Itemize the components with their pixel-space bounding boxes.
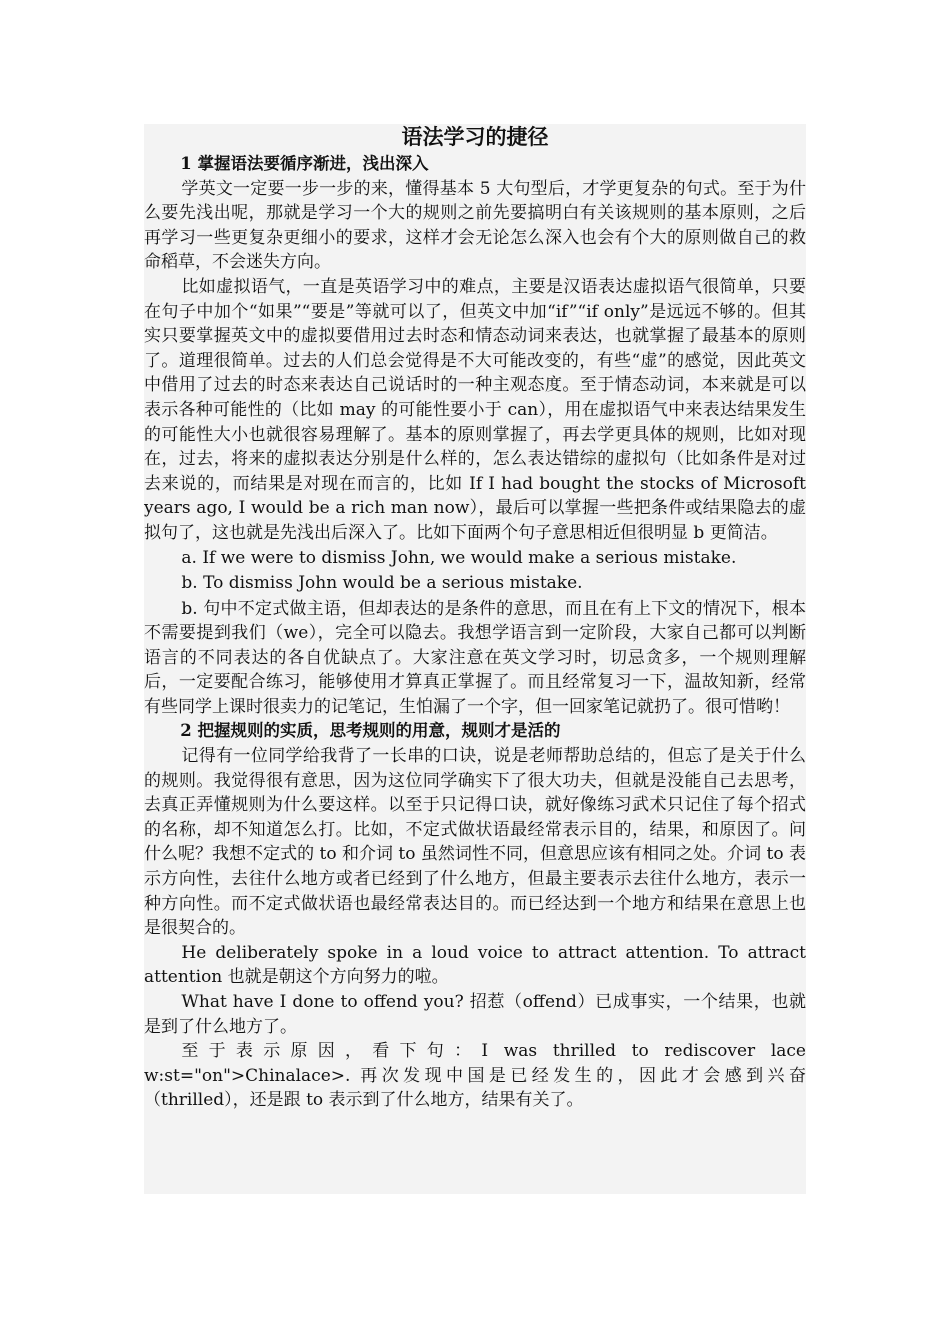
example-sentence-a: a. If we were to dismiss John, we would make a serious mistake.: [181, 547, 737, 568]
paragraph: 学英文一定要一步一步的来，懂得基本 5 大句型后，才学更复杂的句式。至于为什么要先浅出呢，那就是学习一个大的规则之前先要搞明白有关该规则的基本原则，之后再学习一些更复杂更细小的要求，这样才会无论怎么深入也会有个大的原则做自己的救命稻草，不会迷失方向。: [144, 178, 806, 273]
paragraph: What have I done to offend you? 招惹（offend）已成事实，一个结果，也就是到了什么地方了。: [144, 992, 806, 1037]
section-heading-1: 1 掌握语法要循序渐进，浅出深入: [180, 154, 429, 173]
paragraph: 比如虚拟语气，一直是英语学习中的难点，主要是汉语表达虚拟语气很简单，只要在句子中加个“如果”“要是”等就可以了，但英文中加“if”“if only”是远远不够的。但其实只要掌握英文中的虚拟要借用过去时态和情态动词来表达，也就掌握了最基本的原则了。道理很简单。过去的人们总会觉得是不大可能改变的，有些“虚”的感觉，因此英文中借用了过去的时态来表达自己说话时的一种主观态度。至于情态动词，本来就是可以表示各种可能性的（比如 may 的可能性要小于 can），用在虚拟语气中来表达结果发生的可能性大小也就很容易理解了。基本的原则掌握了，再去学更具体的规则，比如对现在，过去，将来的虚拟表达分别是什么样的，怎么表达错综的虚拟句（比如条件是对过去来说的，而结果是对现在而言的，比如 If I had bought the stocks of Microsoft years ago, I would be a rich man now），最后可以掌握一些把条件或结果隐去的虚拟句了，这也就是先浅出后深入了。比如下面两个句子意思相近但很明显 b 更简洁。: [144, 276, 806, 543]
paragraph: 至于表示原因，看下句：I was thrilled to rediscover lace w:st="on">Chinalace>. 再次发现中国是已经发生的，因此才会感到兴奋（thrilled），还是跟 to 表示到了什么地方，结果有关了。: [144, 1041, 806, 1111]
section-heading-2: 2 把握规则的实质，思考规则的用意，规则才是活的: [180, 721, 561, 741]
example-sentence-b: b. To dismiss John would be a serious mistake.: [181, 573, 583, 593]
document-title: 语法学习的捷径: [401, 124, 549, 149]
paragraph: 记得有一位同学给我背了一长串的口诀，说是老师帮助总结的，但忘了是关于什么的规则。我觉得很有意思，因为这位同学确实下了很大功夫，但就是没能自己去思考，去真正弄懂规则为什么要这样。以至于只记得口诀，就好像练习武术只记住了每个招式的名称，却不知道怎么打。比如，不定式做状语最经常表示目的，结果，和原因了。问什么呢？我想不定式的 to 和介词 to 虽然词性不同，但意思应该有相同之处。介词 to 表示方向性，去往什么地方或者已经到了什么地方，但最主要表示去往什么地方，表示一种方向性。而不定式做状语也最经常表达目的。而已经达到一个地方和结果在意思上也是很契合的。: [144, 746, 806, 939]
paragraph: b. 句中不定式做主语，但却表达的是条件的意思，而且在有上下文的情况下，根本不需要提到我们（we），完全可以隐去。我想学语言到一定阶段，大家自己都可以判断语言的不同表达的各自优缺点了。大家注意在英文学习时，切忌贪多，一个规则理解后，一定要配合练习，能够使用才算真正掌握了。而且经常复习一下，温故知新，经常有些同学上课时很卖力的记笔记，生怕漏了一个字，但一回家笔记就扔了。很可惜哟！: [144, 598, 806, 717]
document-body: [144, 122, 806, 1113]
paragraph: He deliberately spoke in a loud voice to attract attention. To attract attention 也就是朝这个方向努力的啦。: [144, 942, 806, 988]
